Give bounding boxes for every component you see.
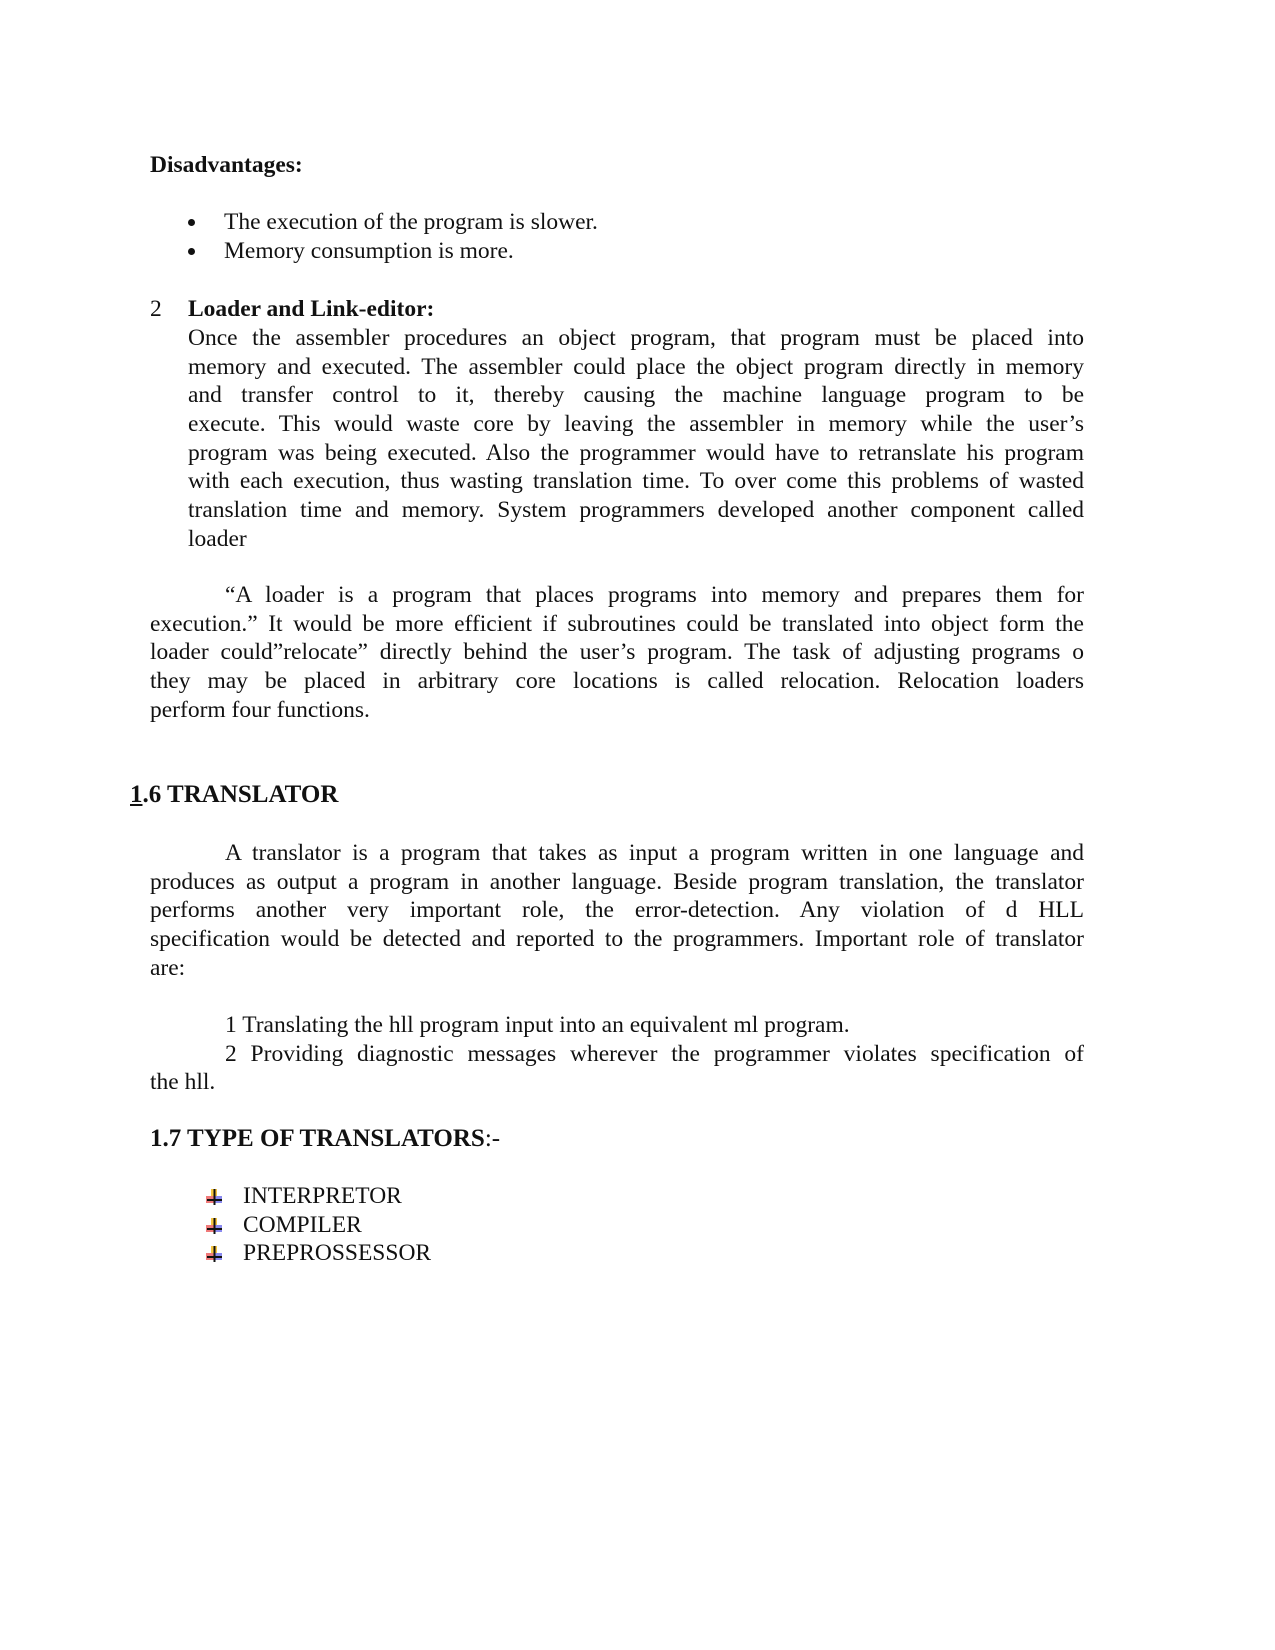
list-item-text: INTERPRETOR bbox=[243, 1183, 402, 1209]
disadvantages-heading: Disadvantages: bbox=[150, 152, 303, 178]
list-item bbox=[224, 208, 598, 237]
paragraph-line: and transfer control to it, thereby causing the machine language program to be bbox=[188, 382, 1084, 409]
list-item-text: PREPROSSESSOR bbox=[243, 1240, 432, 1267]
bullet-icon bbox=[188, 219, 195, 226]
paragraph-line: specification would be detected and reported to the programmers. Important role of translator bbox=[150, 926, 1084, 953]
paragraph-line: translation time and memory. System programmers developed another component called bbox=[188, 497, 1084, 524]
heading-suffix: :- bbox=[484, 1125, 501, 1152]
role-item: 1 Translating the hll program input into an equivalent ml program. bbox=[225, 1012, 850, 1038]
translator-roles bbox=[150, 1011, 1084, 1097]
paragraph-line: loader bbox=[188, 525, 247, 552]
arrow-down-bullet-icon bbox=[205, 1244, 225, 1264]
paragraph-line: memory and executed. The assembler could place the object program directly in memory bbox=[188, 353, 1084, 380]
paragraph-line: perform four functions. bbox=[150, 696, 370, 723]
paragraph-line: execute. This would waste core by leaving the assembler in memory while the user’s bbox=[188, 411, 1084, 438]
paragraph-line: they may be placed in arbitrary core locations is called relocation. Relocation loaders bbox=[150, 668, 1084, 695]
section-number: 2 bbox=[150, 296, 162, 322]
paragraph-line: A translator is a program that takes as input a program written in one language and bbox=[225, 840, 1084, 866]
translator-paragraph bbox=[150, 839, 1084, 982]
paragraph-line: loader could”relocate” directly behind the user’s program. The task of adjusting programs o bbox=[150, 639, 1084, 666]
disadvantages-list bbox=[224, 208, 598, 265]
loader-paragraph bbox=[188, 324, 1084, 554]
paragraph-line: performs another very important role, the error-detection. Any violation of d HLL bbox=[150, 897, 1084, 924]
arrow-down-bullet-icon bbox=[205, 1187, 225, 1207]
paragraph-line: “A loader is a program that places programs into memory and prepares them for bbox=[225, 582, 1084, 608]
paragraph-line: are: bbox=[150, 954, 186, 981]
list-item-text: The execution of the program is slower. bbox=[224, 209, 598, 235]
arrow-down-bullet-icon bbox=[205, 1216, 225, 1236]
list-item bbox=[224, 237, 598, 266]
list-item-text: Memory consumption is more. bbox=[224, 237, 514, 264]
bullet-icon bbox=[188, 248, 195, 255]
translator-types-list bbox=[243, 1182, 431, 1268]
loader-definition-paragraph bbox=[150, 581, 1084, 724]
paragraph-line: program was being executed. Also the programmer would have to retranslate his program bbox=[188, 439, 1084, 466]
heading-text: .6 TRANSLATOR bbox=[142, 781, 339, 808]
paragraph-line: with each execution, thus wasting translation time. To over come this problems of wasted bbox=[188, 468, 1084, 495]
list-item bbox=[243, 1182, 431, 1211]
list-item bbox=[243, 1239, 431, 1268]
translator-heading bbox=[130, 781, 338, 810]
list-item-text: COMPILER bbox=[243, 1211, 362, 1238]
types-heading bbox=[150, 1125, 500, 1154]
role-item: 2 Providing diagnostic messages wherever the programmer violates specification of bbox=[225, 1040, 1084, 1067]
paragraph-line: produces as output a program in another language. Beside program translation, the translator bbox=[150, 868, 1084, 895]
paragraph-line: execution.” It would be more efficient if subroutines could be translated into object form the bbox=[150, 610, 1084, 637]
heading-text: 1.7 TYPE OF TRANSLATORS bbox=[150, 1125, 485, 1152]
loader-heading: Loader and Link-editor: bbox=[188, 296, 435, 322]
list-item bbox=[243, 1211, 431, 1240]
role-item-continued: the hll. bbox=[150, 1069, 216, 1096]
paragraph-line: Once the assembler procedures an object program, that program must be placed into bbox=[188, 325, 1084, 351]
heading-number: 1 bbox=[130, 781, 143, 808]
